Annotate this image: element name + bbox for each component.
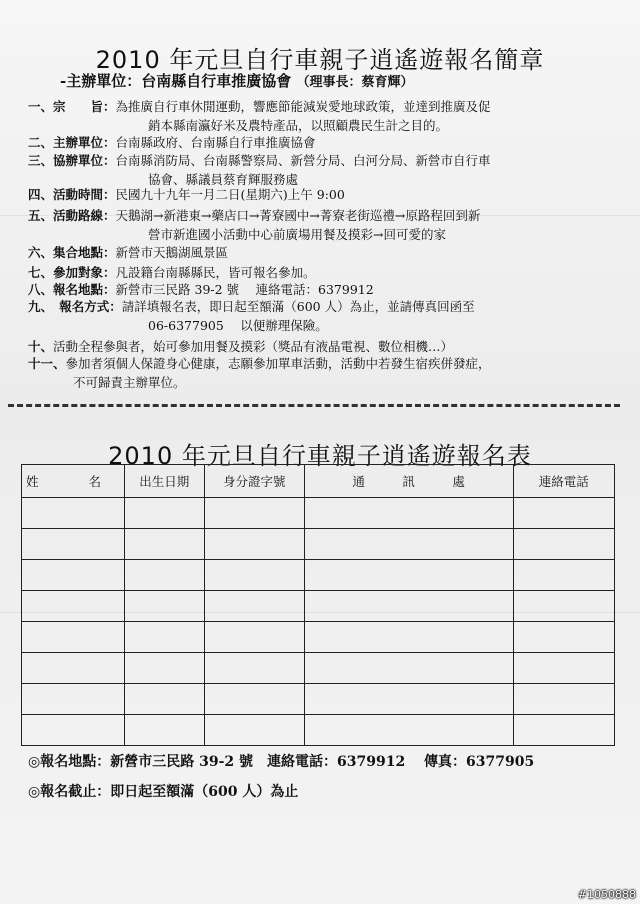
form-blank-cell[interactable] xyxy=(204,498,304,529)
notice-item-text: 凡設籍台南縣縣民，皆可報名參加。 xyxy=(115,265,316,280)
notice-item-continuation: 不可歸責主辦單位。 xyxy=(73,375,186,390)
registration-table-body xyxy=(22,498,615,746)
form-blank-cell[interactable] xyxy=(204,715,304,746)
notice-item-continuation: 銷本縣南瀛好米及農特產品，以照顧農民生計之目的。 xyxy=(148,118,449,133)
registration-table xyxy=(21,464,615,746)
organizer-line xyxy=(60,70,600,91)
notice-item-text: 請詳填報名表，即日起至額滿（600 人）為止，並請傳真回函至 xyxy=(121,299,475,314)
notice-item xyxy=(28,297,613,333)
header-id-number: 身分證字號 xyxy=(204,465,304,498)
notice-item-text: 新營市三民路 39-2 號 連絡電話：6379912 xyxy=(115,282,374,297)
notice-item-label: 二、主辦單位： xyxy=(28,135,116,150)
form-blank-cell[interactable] xyxy=(204,591,304,622)
notice-item-continuation: 協會、縣議員蔡育輝服務處 xyxy=(148,172,299,187)
footer-deadline: ◎報名截止：即日起至額滿（600 人）為止 xyxy=(28,784,299,800)
form-blank-cell[interactable] xyxy=(513,529,614,560)
notice-item-label: 一、宗 旨： xyxy=(28,99,116,114)
header-name: 姓 名 xyxy=(22,465,125,498)
notice-item-label: 七、參加對象： xyxy=(28,265,116,280)
form-blank-cell[interactable] xyxy=(513,684,614,715)
form-blank-cell[interactable] xyxy=(124,622,204,653)
form-blank-cell[interactable] xyxy=(204,653,304,684)
notice-item xyxy=(28,354,613,390)
table-row xyxy=(22,684,615,715)
form-blank-cell[interactable] xyxy=(22,622,125,653)
notice-item-label: 六、集合地點： xyxy=(28,245,116,260)
form-blank-cell[interactable] xyxy=(304,622,513,653)
organizer-chairman: （理事長：蔡育輝） xyxy=(296,75,414,90)
table-row xyxy=(22,529,615,560)
notice-item-label: 十、 xyxy=(28,339,54,354)
form-blank-cell[interactable] xyxy=(304,498,513,529)
notice-item-label: 十一、 xyxy=(28,356,66,371)
header-address: 通 訊 處 xyxy=(304,465,513,498)
form-blank-cell[interactable] xyxy=(22,591,125,622)
form-blank-cell[interactable] xyxy=(304,653,513,684)
form-blank-cell[interactable] xyxy=(204,622,304,653)
notice-item-label: 八、報名地點： xyxy=(28,282,116,297)
notice-item xyxy=(28,151,613,187)
form-blank-cell[interactable] xyxy=(22,684,125,715)
form-blank-cell[interactable] xyxy=(304,591,513,622)
notice-item xyxy=(28,133,613,152)
notice-item-text: 民國九十九年一月二日(星期六)上午 9:00 xyxy=(115,187,345,202)
notice-title: 2010 年元旦自行車親子逍遙遊報名簡章 xyxy=(95,46,545,74)
form-blank-cell[interactable] xyxy=(204,529,304,560)
organizer-name: -主辦單位：台南縣自行車推廣協會 xyxy=(60,72,292,90)
notice-item-label: 五、活動路線： xyxy=(28,208,116,223)
notice-item-text: 活動全程參與者，始可參加用餐及摸彩（獎品有液晶電視、數位相機…） xyxy=(53,339,454,354)
form-blank-cell[interactable] xyxy=(124,715,204,746)
form-blank-cell[interactable] xyxy=(513,560,614,591)
notice-item-label: 九、 報名方式： xyxy=(28,299,122,314)
form-blank-cell[interactable] xyxy=(22,560,125,591)
image-id-stamp: #1050888 xyxy=(577,888,636,901)
notice-item-continuation: 營市新進國小活動中心前廣場用餐及摸彩→回可愛的家 xyxy=(148,227,446,242)
form-blank-cell[interactable] xyxy=(304,715,513,746)
notice-item-text: 天鵝湖→新港東→藥店口→菁寮國中→菁寮老街巡禮→原路程回到新 xyxy=(115,208,481,223)
form-title: 2010 年元旦自行車親子逍遙遊報名表 xyxy=(108,442,532,470)
form-blank-cell[interactable] xyxy=(124,591,204,622)
form-blank-cell[interactable] xyxy=(22,498,125,529)
form-blank-cell[interactable] xyxy=(204,684,304,715)
notice-item-label: 四、活動時間： xyxy=(28,187,116,202)
table-row xyxy=(22,653,615,684)
form-blank-cell[interactable] xyxy=(513,591,614,622)
form-blank-cell[interactable] xyxy=(124,498,204,529)
table-row xyxy=(22,715,615,746)
table-row xyxy=(22,498,615,529)
table-row xyxy=(22,560,615,591)
notice-item-label: 三、協辦單位： xyxy=(28,153,116,168)
form-blank-cell[interactable] xyxy=(513,653,614,684)
notice-item-text: 新營市天鵝湖風景區 xyxy=(115,245,229,260)
notice-item-text: 台南縣消防局、台南縣警察局、新營分局、白河分局、新營市自行車 xyxy=(115,153,491,168)
form-blank-cell[interactable] xyxy=(22,529,125,560)
notice-item-text: 台南縣政府、台南縣自行車推廣協會 xyxy=(115,135,316,150)
table-row xyxy=(22,622,615,653)
form-blank-cell[interactable] xyxy=(513,498,614,529)
table-row xyxy=(22,591,615,622)
form-blank-cell[interactable] xyxy=(513,622,614,653)
header-birthdate: 出生日期 xyxy=(124,465,204,498)
form-blank-cell[interactable] xyxy=(204,560,304,591)
notice-item-continuation: 06-6377905 以便辦理保險。 xyxy=(148,318,328,333)
form-blank-cell[interactable] xyxy=(304,529,513,560)
notice-item-text: 為推廣自行車休閒運動，響應節能減炭愛地球政策，並達到推廣及促 xyxy=(115,99,491,114)
table-header-row xyxy=(22,465,615,498)
form-blank-cell[interactable] xyxy=(304,560,513,591)
notice-item-text: 參加者須個人保證身心健康，志願參加單車活動，活動中若發生宿疾併發症， xyxy=(65,356,491,371)
form-blank-cell[interactable] xyxy=(124,653,204,684)
form-blank-cell[interactable] xyxy=(124,529,204,560)
notice-item xyxy=(28,243,613,262)
cut-line-divider xyxy=(8,404,620,407)
notice-item xyxy=(28,97,613,133)
header-phone: 連絡電話 xyxy=(513,465,614,498)
form-blank-cell[interactable] xyxy=(124,684,204,715)
notice-item xyxy=(28,206,613,242)
form-blank-cell[interactable] xyxy=(22,715,125,746)
form-blank-cell[interactable] xyxy=(513,715,614,746)
footer-location: ◎報名地點：新營市三民路 39-2 號 連絡電話：6379912 傳真：6377905 xyxy=(28,754,535,770)
form-blank-cell[interactable] xyxy=(304,684,513,715)
form-blank-cell[interactable] xyxy=(22,653,125,684)
form-blank-cell[interactable] xyxy=(124,560,204,591)
notice-item xyxy=(28,185,613,204)
